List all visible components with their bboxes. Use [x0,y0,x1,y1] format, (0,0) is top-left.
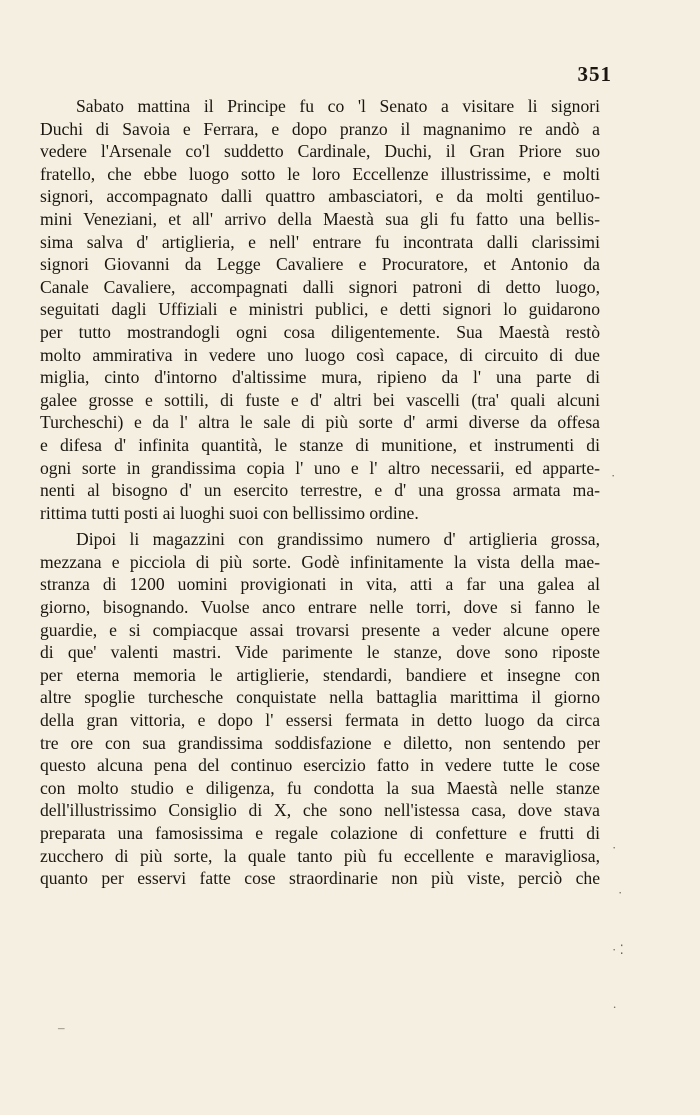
text-line: questo alcuna pena del continuo esercizio fatto in vedere tutte le cose [40,755,600,776]
text-line: seguitati dagli Uffiziali e ministri publici, e detti signori lo guidarono [40,299,600,320]
text-line: Duchi di Savoia e Ferrara, e dopo pranzo il magnanimo re andò a [40,118,600,139]
text-line: guardie, e si compiacque assai trovarsi presente a veder alcune opere [40,619,600,640]
text-line: quanto per esservi fatte cose straordinarie non più viste, perciò che [40,868,600,889]
text-line: mezzana e picciola di più sorte. Godè infinitamente la vista della mae- [40,551,600,572]
text-line: altre spoglie turchesche conquistate nella battaglia marittima il giorno [40,687,600,708]
text-line: giorno, bisognando. Vuolse anco entrare nelle torri, dove si fanno le [40,597,600,618]
print-speck: . [613,996,617,1011]
text-line: nenti al bisogno d' un esercito terrestre, e d' una grossa armata ma- [40,480,600,501]
text-line: fratello, che ebbe luogo sotto le loro Eccellenze illustrissime, e molti [40,163,600,184]
text-line: mini Veneziani, et all' arrivo della Maestà sua gli fu fatto una bellis- [40,208,600,229]
text-line: signori Giovanni da Legge Cavaliere e Procuratore, et Antonio da [40,254,600,275]
print-speck: · [618,885,623,900]
text-line: signori, accompagnato dalli quattro ambasciatori, e da molti gentiluo- [40,186,600,207]
text-line: galee grosse e sottili, di fuste e d' altri bei vascelli (tra' quali alcuni [40,389,600,410]
text-line: preparata una famosissima e regale colazione di confetture e frutti di [40,823,600,843]
paragraph-1 [40,95,600,524]
text-line: Dipoi li magazzini con grandissimo numero d' artiglieria grossa, [76,529,600,550]
text-body [40,95,600,890]
text-line: ogni sorte in grandissima copia l' uno e l' altro necessarii, ed apparte- [40,457,600,478]
text-line: miglia, cinto d'intorno d'altissime mura, ripieno da l' una parte di [40,367,600,388]
text-line: della gran vittoria, e dopo l' essersi fermata in detto luogo da circa [40,710,600,731]
text-line: stranza di 1200 uomini provigionati in vita, atti a far una galea al [40,574,600,595]
text-line: per tutto mostrandogli ogni cosa diligentemente. Sua Maestà restò [40,321,600,342]
paragraph-2 [40,528,600,890]
text-line: tre ore con sua grandissima soddisfazione e diletto, non sentendo per [40,732,600,753]
text-line: zucchero di più sorte, la quale tanto più fu eccellente e maravigliosa, [40,845,600,866]
text-line: di que' valenti mastri. Vide parimente le stanze, dove sono riposte [40,642,600,663]
text-line: vedere l'Arsenale co'l suddetto Cardinale, Duchi, il Gran Priore suo [40,141,600,162]
print-speck: · ⁚ [612,942,624,957]
text-line: molto ammirativa in vedere uno luogo così capace, di circuito di due [40,344,600,365]
text-line: Sabato mattina il Principe fu co 'l Senato a visitare li signori [76,96,600,116]
text-line: e difesa d' infinita quantità, le stanze di munitione, et instrumenti di [40,434,600,455]
text-line: Turcheschi) e da l' altra le sale di più sorte d' armi diverse da offesa [40,412,600,433]
text-line: sima salva d' artiglieria, e nell' entrare fu incontrata dalli clarissimi [40,231,600,252]
text-line: con molto studio e diligenza, fu condotta la sua Maestà nelle stanze [40,777,600,798]
print-speck: · [611,468,616,483]
text-line: rittima tutti posti ai luoghi suoi con bellissimo ordine. [40,502,419,523]
text-line: Canale Cavaliere, accompagnati dalli signori patroni di detto luogo, [40,276,600,297]
page-number: 351 [577,62,612,86]
text-line: dell'illustrissimo Consiglio di X, che sono nell'istessa casa, dove stava [40,800,600,821]
text-line: per eterna memoria le artiglierie, stendardi, bandiere et insegne con [40,664,600,685]
print-speck: · [612,840,617,855]
print-speck: ‒ [58,1020,65,1035]
